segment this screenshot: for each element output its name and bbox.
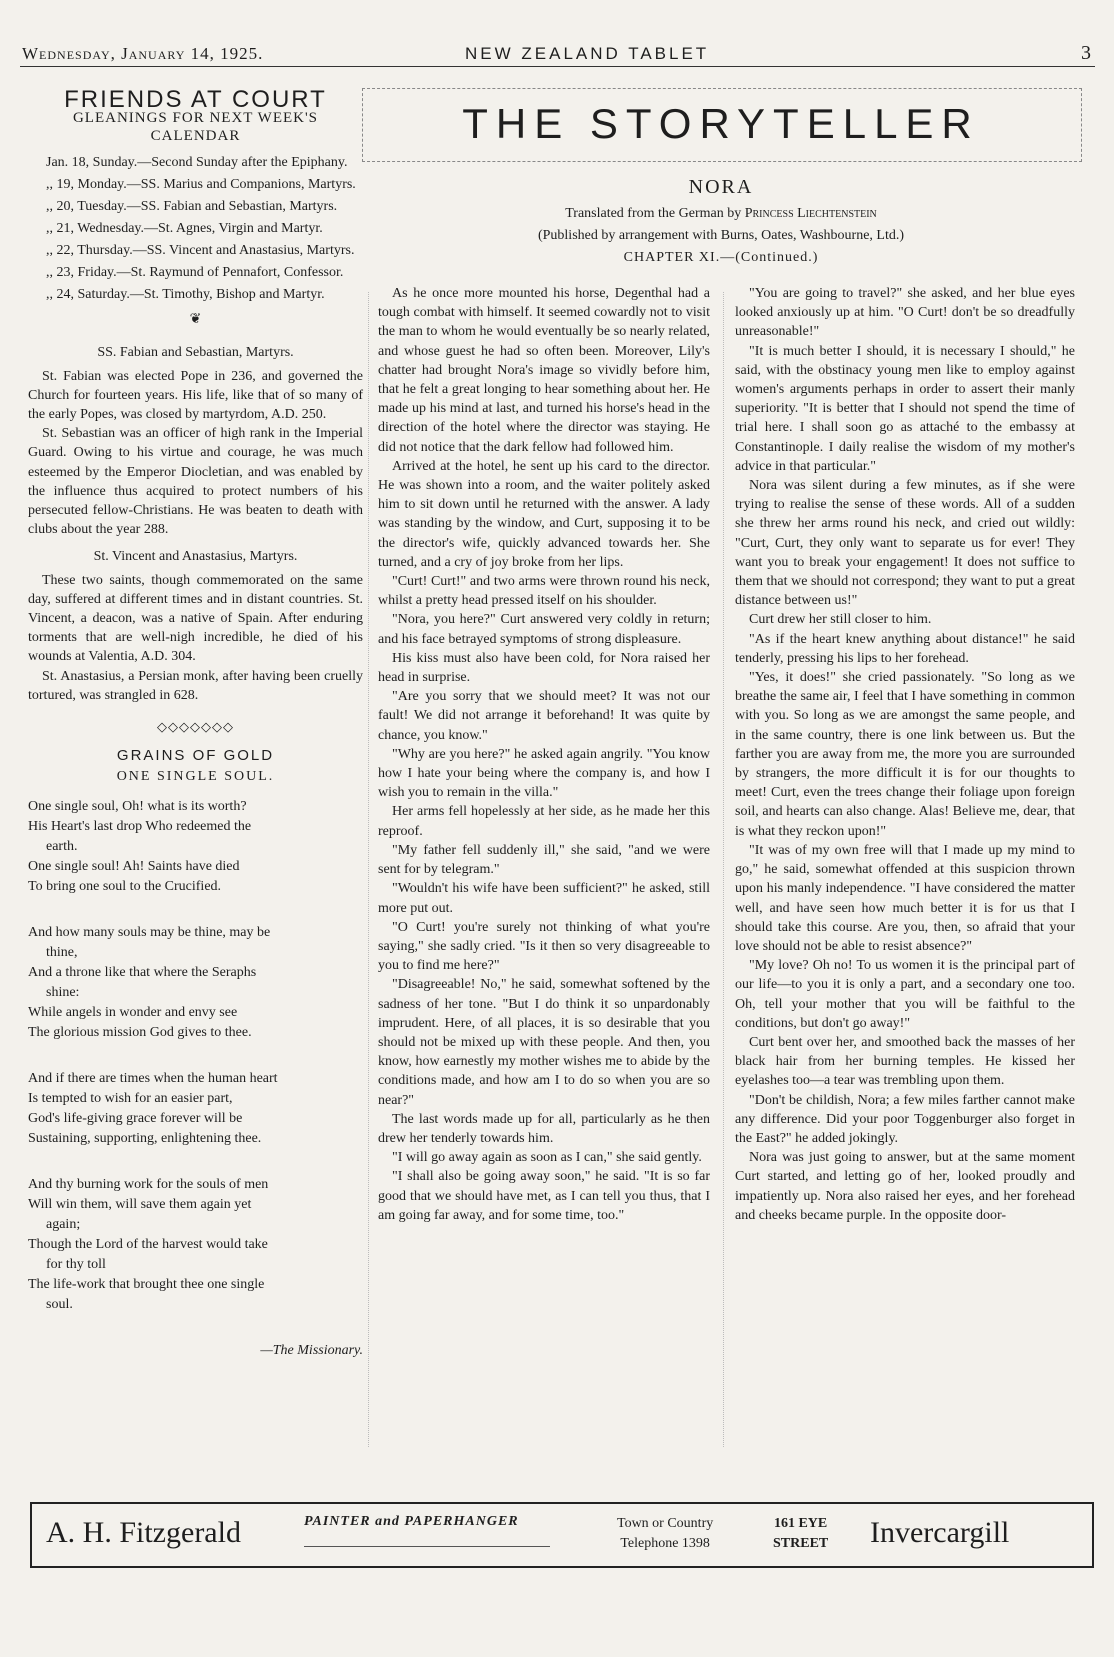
poem-line: earth. — [46, 838, 78, 854]
poem-line: And if there are times when the human heart — [28, 1070, 278, 1086]
telephone-line: Telephone 1398 — [620, 1536, 710, 1551]
poem-stanza — [28, 1175, 363, 1315]
advertiser-city: Invercargill — [870, 1516, 1010, 1549]
advertisement — [30, 1502, 1094, 1568]
story-paragraph: Curt drew her still closer to him. — [749, 612, 932, 628]
poem-line: The life-work that brought thee one single — [28, 1276, 265, 1292]
calendar-entry: Jan. 18, Sunday.—Second Sunday after the Epiphany. — [46, 155, 348, 171]
storyteller-header — [362, 88, 1086, 268]
poem-line: To bring one soul to the Crucified. — [28, 878, 222, 894]
publication-credit: (Published by arrangement with Burns, Oates, Washbourne, Ltd.) — [537, 228, 905, 243]
poem — [28, 797, 363, 1315]
story-paragraph: "Curt! Curt!" and two arms were thrown round his neck, whilst a pretty head pressed itself on his shoulder. — [378, 574, 710, 609]
poem-line: soul. — [46, 1296, 73, 1312]
column-rule — [368, 292, 369, 1447]
story-paragraph: "I shall also be going away soon," he said. "It is so far good that we should have met, as I can tell you thus, that I am going far away, and for some time, too." — [378, 1169, 710, 1223]
address-line: 161 EYE — [773, 1516, 828, 1531]
issue-date: Wednesday, January 14, 1925. — [22, 44, 264, 63]
poem-stanza — [28, 923, 363, 1043]
translation-prefix: Translated from the German by — [565, 206, 745, 221]
story-paragraph: "Wouldn't his wife have been sufficient?" he asked, still more put out. — [378, 881, 710, 916]
saint-paragraph: St. Fabian was elected Pope in 236, and governed the Church for fourteen years. His life, like that of so many of the early Popes, was closed by martyrdom, A.D. 250. — [28, 368, 363, 423]
saint-paragraph: St. Anastasius, a Persian monk, after having been cruelly tortured, was strangled in 628. — [28, 668, 363, 703]
poem-line: One single soul! Ah! Saints have died — [28, 858, 240, 874]
calendar-entry: ,, 22, Thursday.—SS. Vincent and Anastasius, Martyrs. — [46, 243, 355, 259]
story-paragraph: "It is much better I should, it is necessary I should," he said, with the obstinacy young men like to employ against women's arguments perhaps in order to assert their manly superiority. "It is better that I should not spend the time of trial here. I shall soon go as attaché to the embassy at Constantinople. I daily realise the wisdom of my mother's advice in that particular." — [735, 343, 1075, 474]
story-paragraph: "As if the heart knew anything about distance!" he said tenderly, pressing his lips to her forehead. — [735, 631, 1075, 666]
poem-line: The glorious mission God gives to thee. — [28, 1024, 252, 1040]
column-rule — [723, 292, 724, 1447]
section-subtitle: GLEANINGS FOR NEXT WEEK'S — [72, 110, 319, 127]
story-paragraph: Her arms fell hopelessly at her side, as he made her this reproof. — [378, 804, 710, 839]
story-paragraph: "My love? Oh no! To us women it is the principal part of our life—to you it is only a part, and a secondary one too. Oh, tell your mother that you will be faithful to the conditions, but don't go away!" — [735, 958, 1075, 1031]
story-paragraph: Arrived at the hotel, he sent up his card to the director. He was shown into a room, and the waiter politely asked him to sit down until he returned with the answer. A lady was standing by the window, and Curt, supposing it to be the director's wife, quickly advanced towards her. She turned, and a cry of joy broke from her lips. — [378, 458, 710, 570]
saint-heading: St. Vincent and Anastasius, Martyrs. — [93, 549, 298, 565]
poem-line: God's life-giving grace forever will be — [28, 1110, 243, 1126]
story-paragraph: "My father fell suddenly ill," she said, "and we were sent for by telegram." — [378, 842, 710, 878]
story-paragraph: "Why are you here?" he asked again angrily. "You know how I hate your being where the company is, and how I wish you to remain in the villa." — [378, 746, 710, 801]
service-area-line: Town or Country — [617, 1516, 714, 1531]
diamond-divider: ◇◇◇◇◇◇◇ — [157, 719, 234, 735]
poem-section-title: GRAINS OF GOLD — [116, 747, 275, 765]
street-address — [773, 1514, 828, 1554]
address-line: STREET — [773, 1536, 829, 1551]
saint-heading: SS. Fabian and Sebastian, Martyrs. — [97, 345, 294, 361]
section-title: FRIENDS AT COURT — [64, 86, 327, 113]
saint-paragraph: St. Sebastian was an officer of high rank in the Imperial Guard. Owing to his virtue and courage, he was much esteemed by the Emperor Diocletian, and was enabled by the influence thus acquired to protect numbers of his persecuted fellow-Christians. He was beaten to death with clubs about the year 288. — [28, 426, 363, 538]
poem-line: Sustaining, supporting, enlightening thee. — [28, 1130, 262, 1146]
poem-stanza — [28, 797, 363, 897]
fleuron-ornament: ❦ — [189, 312, 202, 328]
storyteller-banner: THE STORYTELLER — [462, 100, 980, 147]
chapter-heading: CHAPTER XI.—(Continued.) — [623, 250, 819, 265]
service-area — [617, 1514, 713, 1554]
story-paragraph: Nora was just going to answer, but at the same moment Curt started, and letting go of her, looked proudly and impatiently up. Nora also raised her eyes, and her forehead and cheeks became purple. In the opposite door- — [735, 1150, 1075, 1223]
decorative-scroll — [304, 1538, 550, 1547]
advertiser-name: A. H. Fitzgerald — [46, 1516, 241, 1549]
poem-line: thine, — [46, 944, 78, 960]
section-subtitle-2: CALENDAR — [150, 128, 241, 145]
calendar-entry: ,, 19, Monday.—SS. Marius and Companions, Martyrs. — [46, 177, 356, 193]
story-column-1 — [378, 284, 710, 1225]
poem-title: ONE SINGLE SOUL. — [116, 769, 275, 785]
story-paragraph: "I will go away again as soon as I can," she said gently. — [392, 1150, 702, 1166]
saint-paragraph: These two saints, though commemorated on the same day, suffered at different times and in distant countries. St. Vincent, a deacon, was a native of Spain. After enduring torments that are well-nigh incredible, he died of his wounds at Valentia, A.D. 304. — [28, 572, 363, 665]
story-paragraph: "It was of my own free will that I made up my mind to go," he said, somewhat offended at this suspicion thrown upon his manly independence. "I have considered the matter well, and have seen how much better it is for us that I should take this course. Are you, then, so afraid that your love should not be able to resist absence?" — [735, 842, 1075, 954]
poem-line: One single soul, Oh! what is its worth? — [28, 798, 247, 814]
story-paragraph: "O Curt! you're surely not thinking of what you're saying," she sadly cried. "Is it then so very disagreeable to you to find me here?" — [378, 919, 710, 974]
translation-credit — [362, 206, 1080, 222]
publication-title: NEW ZEALAND TABLET — [465, 44, 710, 63]
story-paragraph: The last words made up for all, particularly as he then drew her tenderly towards him. — [378, 1111, 710, 1146]
story-paragraph: Curt bent over her, and smoothed back the masses of her black hair from her burning temples. He kissed her eyelashes too—a tear was trembling upon them. — [735, 1034, 1075, 1089]
calendar-entry: ,, 24, Saturday.—St. Timothy, Bishop and Martyr. — [46, 287, 325, 303]
masthead — [20, 40, 1095, 67]
poem-attribution: —The Missionary. — [260, 1342, 363, 1358]
story-column-2 — [735, 284, 1075, 1225]
story-paragraph: "Yes, it does!" she cried passionately. "So long as we breathe the same air, I feel that I have something in common with you. So long as we are amongst the same people, and in the same country, there is one link between us. But the farther you are away from me, the more you are surrounded by strangers, the more difficult it is for our thoughts to meet! Curt, even the trees change their foliage upon foreign soil, and hearts can also change. Alas! Believe me, dear, that is what they reckon upon!" — [735, 670, 1075, 839]
friends-at-court-column — [28, 88, 363, 1588]
poem-line: And how many souls may be thine, may be — [28, 924, 271, 940]
advertiser-trade: PAINTER and PAPERHANGER — [304, 1514, 519, 1529]
story-paragraph: His kiss must also have been cold, for Nora raised her head in surprise. — [378, 650, 710, 686]
story-paragraph: "Nora, you here?" Curt answered very coldly in return; and his face betrayed symptoms of strong displeasure. — [378, 612, 710, 647]
calendar-entry: ,, 23, Friday.—St. Raymund of Pennafort, Confessor. — [46, 265, 344, 281]
calendar-entry: ,, 20, Tuesday.—SS. Fabian and Sebastian, Martyrs. — [46, 199, 338, 215]
calendar-list — [28, 153, 363, 304]
poem-line: And a throne like that where the Seraphs — [28, 964, 257, 980]
story-paragraph: "Disagreeable! No," he said, somewhat softened by the sadness of her tone. "But I do think it so unpardonably imprudent. Here, of all places, it is so desirable that you should not be mixed up with these people. And then, you know, how earnestly my mother wishes me to abide by the conditions made, and how am I to do so when you are so near?" — [378, 977, 710, 1108]
story-paragraph: Nora was silent during a few minutes, as if she were trying to realise the sense of these words. All of a sudden she threw her arms round his neck, and cried out wildly: "Curt, Curt, they only want to separate us for ever! They want you to break your engagement! It does not suffice to them that we should not correspond; they want to put a great distance between us!" — [735, 478, 1075, 609]
poem-line: Is tempted to wish for an easier part, — [28, 1090, 233, 1106]
story-title: NORA — [688, 176, 754, 198]
page-number: 3 — [1081, 42, 1091, 64]
story-paragraph: "You are going to travel?" she asked, and her blue eyes looked anxiously up at him. "O Curt! don't be so dreadfully unreasonable!" — [735, 286, 1075, 340]
poem-line: for thy toll — [46, 1256, 106, 1272]
poem-line: shine: — [46, 984, 80, 1000]
poem-line: Will win them, will save them again yet — [28, 1196, 252, 1212]
translator-name: Princess Liechtenstein — [744, 206, 877, 221]
story-paragraph: As he once more mounted his horse, Degenthal had a tough combat with himself. It seemed cowardly not to visit the man to whom he would eventually be so nearly related, and whose guest he had so often been. Moreover, Lily's chatter had brought Nora's image so vividly before him, that he felt a great longing to hear something about her. He made up his mind at last, and turned his horse's head in the direction of the hotel where the director was staying. He did not notice that the dark fellow had followed him. — [378, 286, 710, 455]
poem-line: And thy burning work for the souls of men — [28, 1176, 269, 1192]
poem-line: His Heart's last drop Who redeemed the — [28, 818, 252, 834]
story-paragraph: "Don't be childish, Nora; a few miles farther cannot make any difference. Did your poor Toggenburger also forget in the East?" he added jokingly. — [735, 1092, 1075, 1146]
poem-line: Though the Lord of the harvest would take — [28, 1236, 268, 1252]
poem-line: again; — [46, 1216, 81, 1232]
poem-line: While angels in wonder and envy see — [28, 1004, 238, 1020]
story-paragraph: "Are you sorry that we should meet? It was not our fault! We did not arrange it beforehand! It was quite by chance, you know." — [378, 689, 710, 743]
poem-stanza — [28, 1069, 363, 1149]
calendar-entry: ,, 21, Wednesday.—St. Agnes, Virgin and Martyr. — [46, 221, 323, 237]
